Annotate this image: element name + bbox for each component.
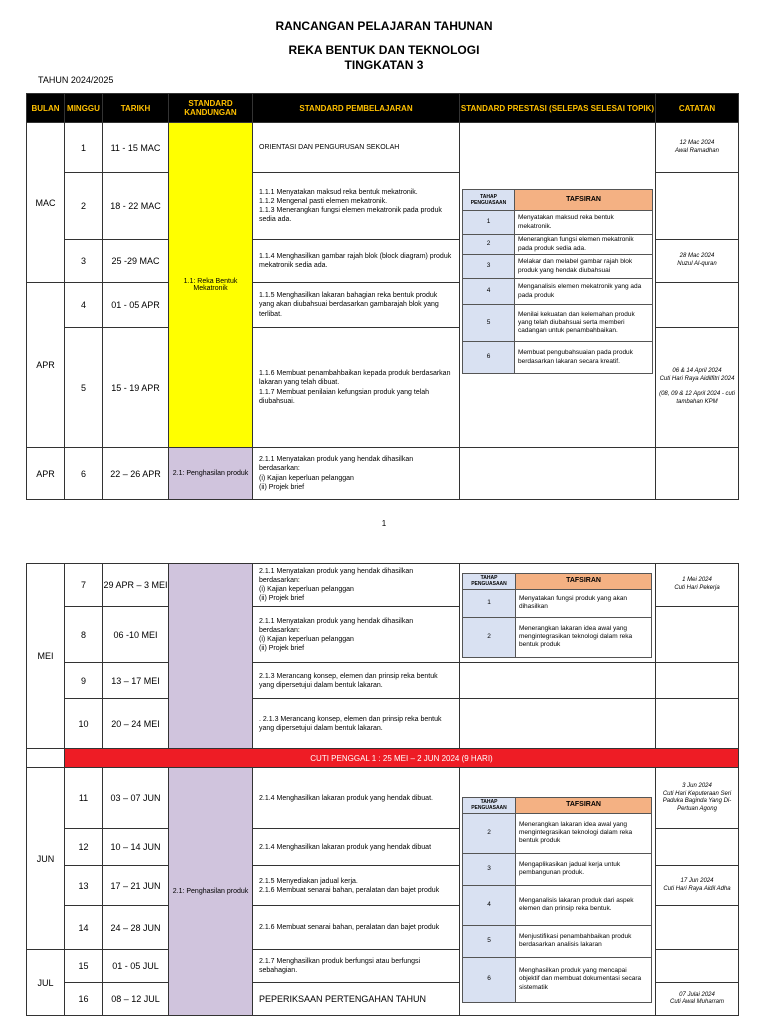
page-number: 1 xyxy=(381,519,387,528)
standard-pembelajaran-cell: 2.1.4 Menghasilkan lakaran produk yang hendak dibuat xyxy=(253,829,460,866)
month-cell: APR xyxy=(27,283,65,448)
catatan-cell: 28 Mac 2024 Nuzul Al-quran xyxy=(656,240,739,283)
standard-pembelajaran-cell: 2.1.3 Merancang konsep, elemen dan prinsip reka bentuk yang dipersetujui dalam bentuk lakaran. xyxy=(253,663,460,699)
prestasi-table xyxy=(462,189,653,374)
date-cell: 01 - 05 JUL xyxy=(103,950,169,983)
level-cell: 2 xyxy=(463,235,515,255)
level-cell: 3 xyxy=(463,853,516,885)
catatan-cell: 07 Julai 2024 Cuti Awal Muharram xyxy=(656,983,739,1016)
catatan-cell xyxy=(656,663,739,699)
catatan-cell: 1 Mei 2024 Cuti Hari Pekerja xyxy=(656,564,739,607)
col-bulan: BULAN xyxy=(27,94,65,123)
col-catatan: CATATAN xyxy=(656,94,739,123)
week-cell: 9 xyxy=(65,663,103,699)
holiday-row xyxy=(27,749,739,768)
desc-cell: Mengaplikasikan jadual kerja untuk pembangunan produk. xyxy=(516,853,652,885)
standard-pembelajaran-cell: 1.1.4 Menghasilkan gambar rajah blok (block diagram) produk mekatronik sedia ada. xyxy=(253,240,460,283)
level-cell: 5 xyxy=(463,925,516,957)
year-label: TAHUN 2024/2025 xyxy=(38,75,114,85)
desc-cell: Menganalisis lakaran produk dari aspek elemen dan prinsip reka bentuk. xyxy=(516,885,652,925)
date-cell: 25 -29 MAC xyxy=(103,240,169,283)
prestasi-head-level: TAHAP PENGUASAAN xyxy=(463,574,516,590)
level-cell: 5 xyxy=(463,305,515,342)
standard-pembelajaran-cell: 2.1.7 Menghasilkan produk berfungsi atau berfungsi sebahagian. xyxy=(253,950,460,983)
prestasi-table xyxy=(462,573,652,658)
level-cell: 1 xyxy=(463,589,516,617)
month-cell: JUN xyxy=(27,768,65,950)
standard-pembelajaran-cell: 2.1.5 Menyediakan jadual kerja. 2.1.6 Membuat senarai bahan, peralatan dan bajet produk xyxy=(253,866,460,906)
catatan-cell xyxy=(656,950,739,983)
form-title: TINGKATAN 3 xyxy=(344,58,424,72)
col-minggu: MINGGU xyxy=(65,94,103,123)
month-cell: JUL xyxy=(27,950,65,1016)
table-row xyxy=(27,123,739,173)
level-cell: 6 xyxy=(463,957,516,1002)
desc-cell: Menganalisis elemen mekatronik yang ada pada produk xyxy=(515,279,653,305)
standard-pembelajaran-cell: 2.1.1 Menyatakan produk yang hendak dihasilkan berdasarkan: (i) Kajian keperluan pelanggan (ii) Projek brief xyxy=(253,607,460,663)
prestasi-table xyxy=(462,797,652,1003)
standard-kandungan-cell: 2.1: Penghasilan produk xyxy=(169,768,253,1016)
date-cell: 01 - 05 APR xyxy=(103,283,169,328)
catatan-cell: 12 Mac 2024 Awal Ramadhan xyxy=(656,123,739,173)
col-standard-pembelajaran: STANDARD PEMBELAJARAN xyxy=(253,94,460,123)
standard-pembelajaran-cell: 2.1.1 Menyatakan produk yang hendak dihasilkan berdasarkan: (i) Kajian keperluan pelanggan (ii) Projek brief xyxy=(253,448,460,500)
week-cell: 5 xyxy=(65,328,103,448)
standard-prestasi-cell xyxy=(460,448,656,500)
catatan-cell xyxy=(656,829,739,866)
subject-title: REKA BENTUK DAN TEKNOLOGI xyxy=(288,43,480,57)
week-cell: 6 xyxy=(65,448,103,500)
date-cell: 03 – 07 JUN xyxy=(103,768,169,829)
date-cell: 29 APR – 3 MEI xyxy=(103,564,169,607)
desc-cell: Menilai kekuatan dan kelemahan produk yang telah diubahsuai serta memberi cadangan untuk penambahbaikan. xyxy=(515,305,653,342)
catatan-cell: 17 Jun 2024 Cuti Hari Raya Aidil Adha xyxy=(656,866,739,906)
table-header xyxy=(27,94,739,123)
week-cell: 4 xyxy=(65,283,103,328)
table-row xyxy=(27,699,739,749)
date-cell: 13 – 17 MEI xyxy=(103,663,169,699)
catatan-cell xyxy=(656,283,739,328)
date-cell: 11 - 15 MAC xyxy=(103,123,169,173)
prestasi-head-level: TAHAP PENGUASAAN xyxy=(463,798,516,814)
catatan-cell xyxy=(656,173,739,240)
week-cell: 8 xyxy=(65,607,103,663)
week-cell: 12 xyxy=(65,829,103,866)
week-cell: 15 xyxy=(65,950,103,983)
desc-cell: Menerangkan fungsi elemen mekatronik pada produk sedia ada. xyxy=(515,235,653,255)
table-row xyxy=(27,663,739,699)
holiday-banner: CUTI PENGGAL 1 : 25 MEI – 2 JUN 2024 (9 HARI) xyxy=(65,749,739,768)
standard-pembelajaran-cell: 2.1.1 Menyatakan produk yang hendak dihasilkan berdasarkan: (i) Kajian keperluan pelanggan (ii) Projek brief xyxy=(253,564,460,607)
standard-pembelajaran-cell: ORIENTASI DAN PENGURUSAN SEKOLAH xyxy=(253,123,460,173)
week-cell: 7 xyxy=(65,564,103,607)
col-standard-prestasi: STANDARD PRESTASI (SELEPAS SELESAI TOPIK) xyxy=(460,94,656,123)
week-cell: 2 xyxy=(65,173,103,240)
standard-pembelajaran-cell: 1.1.1 Menyatakan maksud reka bentuk mekatronik. 1.1.2 Mengenal pasti elemen mekatronik. 1.1.3 Menerangkan fungsi elemen mekatronik pada produk sedia ada. xyxy=(253,173,460,240)
desc-cell: Melakar dan melabel gambar rajah blok produk yang hendak diubahsuai xyxy=(515,255,653,279)
standard-kandungan-cell xyxy=(169,564,253,749)
standard-pembelajaran-cell: 2.1.4 Menghasilkan lakaran produk yang hendak dibuat. xyxy=(253,768,460,829)
catatan-cell xyxy=(656,906,739,950)
date-cell: 20 – 24 MEI xyxy=(103,699,169,749)
catatan-cell xyxy=(656,448,739,500)
desc-cell: Menyatakan maksud reka bentuk mekatronik. xyxy=(515,211,653,235)
catatan-cell xyxy=(656,607,739,663)
standard-prestasi-cell xyxy=(460,699,656,749)
week-cell: 14 xyxy=(65,906,103,950)
week-cell: 10 xyxy=(65,699,103,749)
desc-cell: Menerangkan lakaran idea awal yang mengintegrasikan teknologi dalam reka bentuk produk xyxy=(516,813,652,853)
week-cell: 3 xyxy=(65,240,103,283)
table-row xyxy=(27,448,739,500)
date-cell: 10 – 14 JUN xyxy=(103,829,169,866)
desc-cell: Menjustifikasi penambahbaikan produk berdasarkan analisis lakaran xyxy=(516,925,652,957)
date-cell: 17 – 21 JUN xyxy=(103,866,169,906)
desc-cell: Menerangkan lakaran idea awal yang mengintegrasikan teknologi dalam reka bentuk produk xyxy=(516,617,652,657)
level-cell: 1 xyxy=(463,211,515,235)
month-cell: MAC xyxy=(27,123,65,283)
standard-prestasi-cell xyxy=(460,663,656,699)
week-cell: 13 xyxy=(65,866,103,906)
standard-pembelajaran-cell: 1.1.6 Membuat penambahbaikan kepada produk berdasarkan lakaran yang telah dibuat. 1.1.7 Membuat penilaian kefungsian produk yang telah diubahsuai. xyxy=(253,328,460,448)
standard-kandungan-cell: 1.1: Reka Bentuk Mekatronik xyxy=(169,123,253,448)
level-cell: 6 xyxy=(463,342,515,374)
week-cell: 11 xyxy=(65,768,103,829)
week-cell: 16 xyxy=(65,983,103,1016)
month-cell: MEI xyxy=(27,564,65,749)
standard-pembelajaran-cell: PEPERIKSAAN PERTENGAHAN TAHUN xyxy=(253,983,460,1016)
desc-cell: Menyatakan fungsi produk yang akan dihasilkan xyxy=(516,589,652,617)
date-cell: 18 - 22 MAC xyxy=(103,173,169,240)
level-cell: 3 xyxy=(463,255,515,279)
level-cell: 2 xyxy=(463,813,516,853)
col-tarikh: TARIKH xyxy=(103,94,169,123)
level-cell: 4 xyxy=(463,885,516,925)
standard-pembelajaran-cell: 2.1.6 Membuat senarai bahan, peralatan dan bajet produk xyxy=(253,906,460,950)
col-standard-kandungan: STANDARD KANDUNGAN xyxy=(169,94,253,123)
week-cell: 1 xyxy=(65,123,103,173)
catatan-cell: 06 & 14 April 2024 Cuti Hari Raya Aidilfitri 2024 (08, 09 & 12 April 2024 - cuti tambahan KPM xyxy=(656,328,739,448)
level-cell: 2 xyxy=(463,617,516,657)
standard-pembelajaran-cell: . 2.1.3 Merancang konsep, elemen dan prinsip reka bentuk yang dipersetujui dalam bentuk lakaran. xyxy=(253,699,460,749)
prestasi-head-desc: TAFSIRAN xyxy=(516,574,652,590)
date-cell: 24 – 28 JUN xyxy=(103,906,169,950)
date-cell: 06 -10 MEI xyxy=(103,607,169,663)
month-cell: APR xyxy=(27,448,65,500)
date-cell: 15 - 19 APR xyxy=(103,328,169,448)
level-cell: 4 xyxy=(463,279,515,305)
prestasi-head-desc: TAFSIRAN xyxy=(516,798,652,814)
date-cell: 08 – 12 JUL xyxy=(103,983,169,1016)
date-cell: 22 – 26 APR xyxy=(103,448,169,500)
desc-cell: Membuat pengubahsuaian pada produk berdasarkan lakaran secara kreatif. xyxy=(515,342,653,374)
document-title: RANCANGAN PELAJARAN TAHUNAN xyxy=(275,19,493,33)
standard-kandungan-cell: 2.1: Penghasilan produk xyxy=(169,448,253,500)
prestasi-head-level: TAHAP PENGUASAAN xyxy=(463,190,515,211)
catatan-cell xyxy=(656,699,739,749)
catatan-cell: 3 Jun 2024 Cuti Hari Keputeraan Seri Paduka Baginda Yang Di-Pertuan Agong xyxy=(656,768,739,829)
desc-cell: Menghasilkan produk yang mencapai objektif dan membuat dokumentasi secara sistematik xyxy=(516,957,652,1002)
prestasi-head-desc: TAFSIRAN xyxy=(515,190,653,211)
standard-pembelajaran-cell: 1.1.5 Menghasilkan lakaran bahagian reka bentuk produk yang akan diubahsuai berdasarkan gambarajah blok yang terlibat. xyxy=(253,283,460,328)
